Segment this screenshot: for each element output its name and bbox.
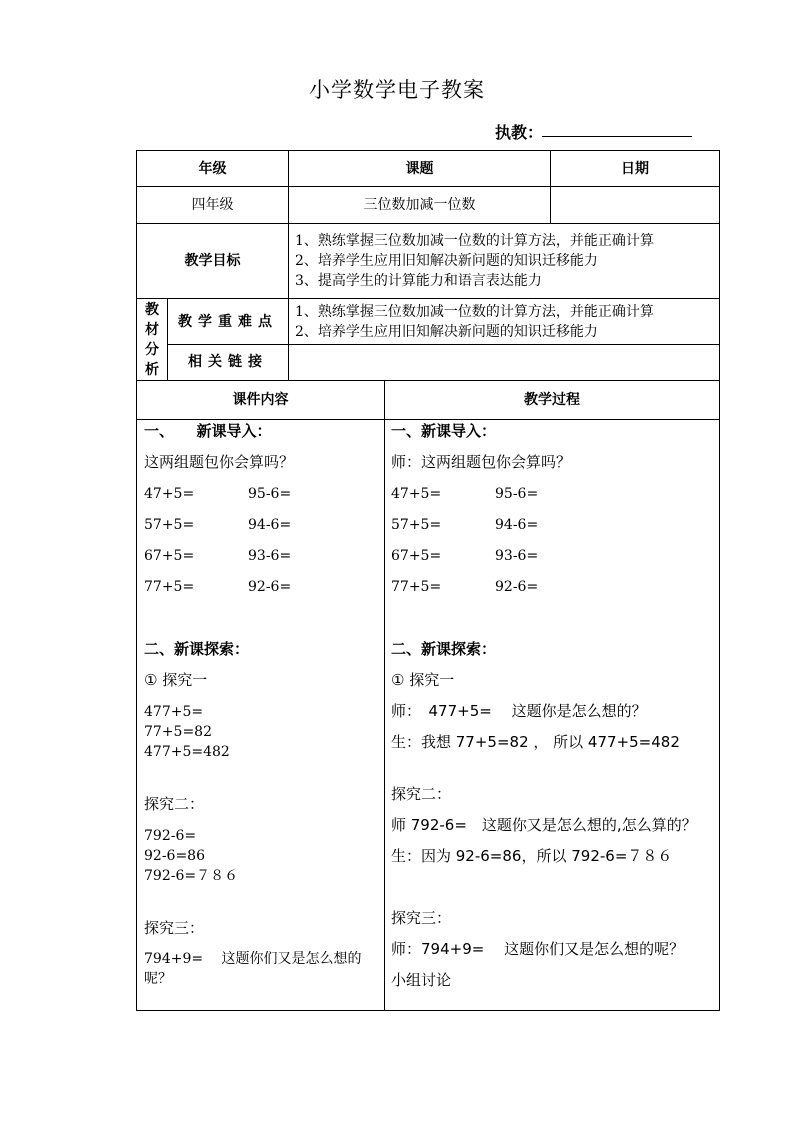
left-explore2-title: 探究二：	[144, 795, 205, 813]
left-explore1-lines	[144, 702, 230, 762]
right-explore2-title: 探究二：	[391, 785, 452, 803]
left-explore-heading: 二、新课探索：	[144, 640, 250, 658]
row-divider	[137, 298, 719, 299]
header-grade: 年级	[198, 161, 227, 177]
work-line: 477+5=482	[144, 744, 230, 760]
right-explore1-answer: 生：我想 77+5=82 ， 所以 477+5=482	[391, 733, 680, 751]
teacher-field[interactable]	[495, 118, 700, 142]
row-divider	[137, 419, 719, 420]
right-explore3-question: 师：794+9= 这题你们又是怎么想的呢？	[391, 940, 685, 958]
right-explore3-answer: 小组讨论	[391, 971, 452, 989]
left-explore3-lines	[144, 949, 362, 989]
right-explore2-question: 师 792-6= 这题你又是怎么想的,怎么算的？	[391, 816, 697, 834]
work-line: 792-6=	[144, 828, 197, 844]
left-explore1-title: ① 探究一	[144, 671, 208, 689]
left-problem-b: 93-6=	[248, 548, 292, 564]
objectives-label: 教学目标	[184, 253, 241, 269]
right-problem-b: 93-6=	[495, 548, 539, 564]
header-topic: 课题	[405, 161, 434, 177]
col-divider	[384, 380, 385, 1010]
right-explore1-question: 师： 477+5= 这题你是怎么想的？	[391, 702, 647, 720]
left-explore2-lines	[144, 826, 238, 886]
left-problem-b: 95-6=	[248, 486, 292, 502]
left-explore3-title: 探究三：	[144, 919, 205, 937]
left-problem-a: 67+5=	[144, 548, 195, 564]
right-problem-b: 95-6=	[495, 486, 539, 502]
right-explore-heading: 二、新课探索：	[391, 640, 497, 658]
col-divider	[288, 223, 289, 380]
right-problem-a: 57+5=	[391, 517, 442, 533]
right-problem-b: 94-6=	[495, 517, 539, 533]
right-intro-heading: 一、新课导入：	[391, 422, 497, 440]
row-divider	[137, 186, 719, 187]
objective-item: 2、培养学生应用旧知解决新问题的知识迁移能力	[295, 253, 598, 269]
work-line: 77+5=82	[144, 724, 212, 740]
header-date: 日期	[621, 161, 649, 177]
left-problem-b: 92-6=	[248, 579, 292, 595]
work-line: 792-6=７８６	[144, 868, 239, 884]
left-problem-a: 77+5=	[144, 579, 195, 595]
left-intro-question: 这两组题包你会算吗？	[144, 453, 295, 471]
left-problem-a: 57+5=	[144, 517, 195, 533]
objective-item: 1、熟练掌握三位数加减一位数的计算方法，并能正确计算	[295, 233, 654, 249]
key-points-list	[295, 302, 654, 342]
work-line: 92-6=86	[144, 848, 205, 864]
row-divider	[137, 223, 719, 224]
teacher-underline	[542, 136, 692, 137]
right-explore3-title: 探究三：	[391, 909, 452, 927]
right-explore1-title: ① 探究一	[391, 671, 455, 689]
work-line: 477+5=	[144, 704, 204, 720]
left-problem-b: 94-6=	[248, 517, 292, 533]
key-point-item: 1、熟练掌握三位数加减一位数的计算方法，并能正确计算	[295, 304, 654, 320]
row-divider	[167, 344, 719, 345]
right-explore2-answer: 生：因为 92-6=86，所以 792-6=７８６	[391, 847, 673, 865]
right-problem-b: 92-6=	[495, 579, 539, 595]
links-label: 相关链接	[188, 354, 268, 370]
right-column-header: 教学过程	[524, 392, 580, 408]
objective-item: 3、提高学生的计算能力和语言表达能力	[295, 273, 542, 289]
analysis-side-label: 教 材 分 析	[145, 302, 159, 378]
right-problem-a: 47+5=	[391, 486, 442, 502]
grade-value: 四年级	[191, 197, 234, 213]
right-intro-question: 师：这两组题包你会算吗？	[391, 453, 572, 471]
right-problem-a: 77+5=	[391, 579, 442, 595]
key-points-label: 教学重难点	[178, 314, 278, 330]
work-line: 794+9= 这题你们又是怎么想的	[144, 951, 362, 967]
work-line: 呢？	[144, 971, 172, 987]
left-intro-heading: 一、 新课导入：	[144, 422, 272, 440]
page-title: 小学数学电子教案	[309, 78, 485, 102]
teacher-label: 执教：	[495, 123, 544, 142]
lesson-plan-table	[136, 150, 720, 1011]
left-column-header: 课件内容	[232, 392, 289, 408]
objectives-list	[295, 231, 654, 291]
key-point-item: 2、培养学生应用旧知解决新问题的知识迁移能力	[295, 324, 598, 340]
row-divider	[137, 380, 719, 381]
right-problem-a: 67+5=	[391, 548, 442, 564]
left-problem-a: 47+5=	[144, 486, 195, 502]
topic-value: 三位数加减一位数	[363, 197, 476, 213]
